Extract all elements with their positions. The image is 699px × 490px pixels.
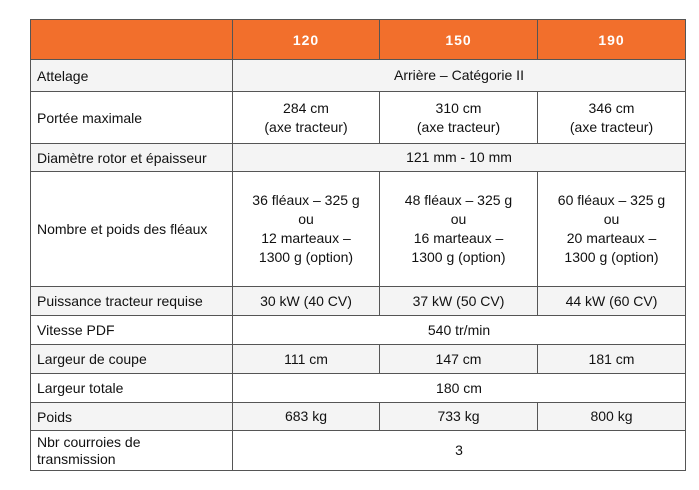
row-value-150: 37 kW (50 CV): [380, 287, 538, 316]
row-label: Poids: [31, 403, 233, 431]
row-label: Nbr courroies de transmission: [31, 431, 233, 471]
row-largeur-totale: [31, 374, 686, 403]
row-attelage: [31, 60, 686, 92]
row-value-merged: 180 cm: [233, 374, 686, 403]
header-model-120: 120: [233, 20, 380, 60]
row-value-merged: 3: [233, 431, 686, 471]
row-value-120: 30 kW (40 CV): [233, 287, 380, 316]
row-portee: [31, 92, 686, 144]
row-label: Diamètre rotor et épaisseur: [31, 144, 233, 172]
row-value-120: 36 fléaux – 325 g ou 12 marteaux – 1300 g (option): [233, 172, 380, 287]
row-label: Nombre et poids des fléaux: [31, 172, 233, 287]
row-value-190: 800 kg: [538, 403, 686, 431]
header-empty-cell: [31, 20, 233, 60]
row-value-merged: Arrière – Catégorie II: [233, 60, 686, 92]
specifications-table: [30, 19, 686, 471]
row-value-150: 48 fléaux – 325 g ou 16 marteaux – 1300 g (option): [380, 172, 538, 287]
row-value-150: 147 cm: [380, 345, 538, 374]
row-value-150: 310 cm (axe tracteur): [380, 92, 538, 144]
row-vitesse: [31, 316, 686, 345]
header-row: [31, 20, 686, 60]
row-value-120: 284 cm (axe tracteur): [233, 92, 380, 144]
row-fleaux: [31, 172, 686, 287]
row-value-190: 44 kW (60 CV): [538, 287, 686, 316]
row-label: Largeur totale: [31, 374, 233, 403]
row-label: Vitesse PDF: [31, 316, 233, 345]
row-label: Attelage: [31, 60, 233, 92]
row-largeur-coupe: [31, 345, 686, 374]
row-value-150: 733 kg: [380, 403, 538, 431]
row-value-120: 683 kg: [233, 403, 380, 431]
row-label: Portée maximale: [31, 92, 233, 144]
row-value-190: 60 fléaux – 325 g ou 20 marteaux – 1300 g (option): [538, 172, 686, 287]
row-courroies: [31, 431, 686, 471]
row-poids: [31, 403, 686, 431]
row-diametre: [31, 144, 686, 172]
row-label: Puissance tracteur requise: [31, 287, 233, 316]
row-value-190: 346 cm (axe tracteur): [538, 92, 686, 144]
row-value-merged: 540 tr/min: [233, 316, 686, 345]
row-puissance: [31, 287, 686, 316]
row-value-merged: 121 mm - 10 mm: [233, 144, 686, 172]
header-model-190: 190: [538, 20, 686, 60]
row-label: Largeur de coupe: [31, 345, 233, 374]
header-model-150: 150: [380, 20, 538, 60]
row-value-190: 181 cm: [538, 345, 686, 374]
row-value-120: 111 cm: [233, 345, 380, 374]
